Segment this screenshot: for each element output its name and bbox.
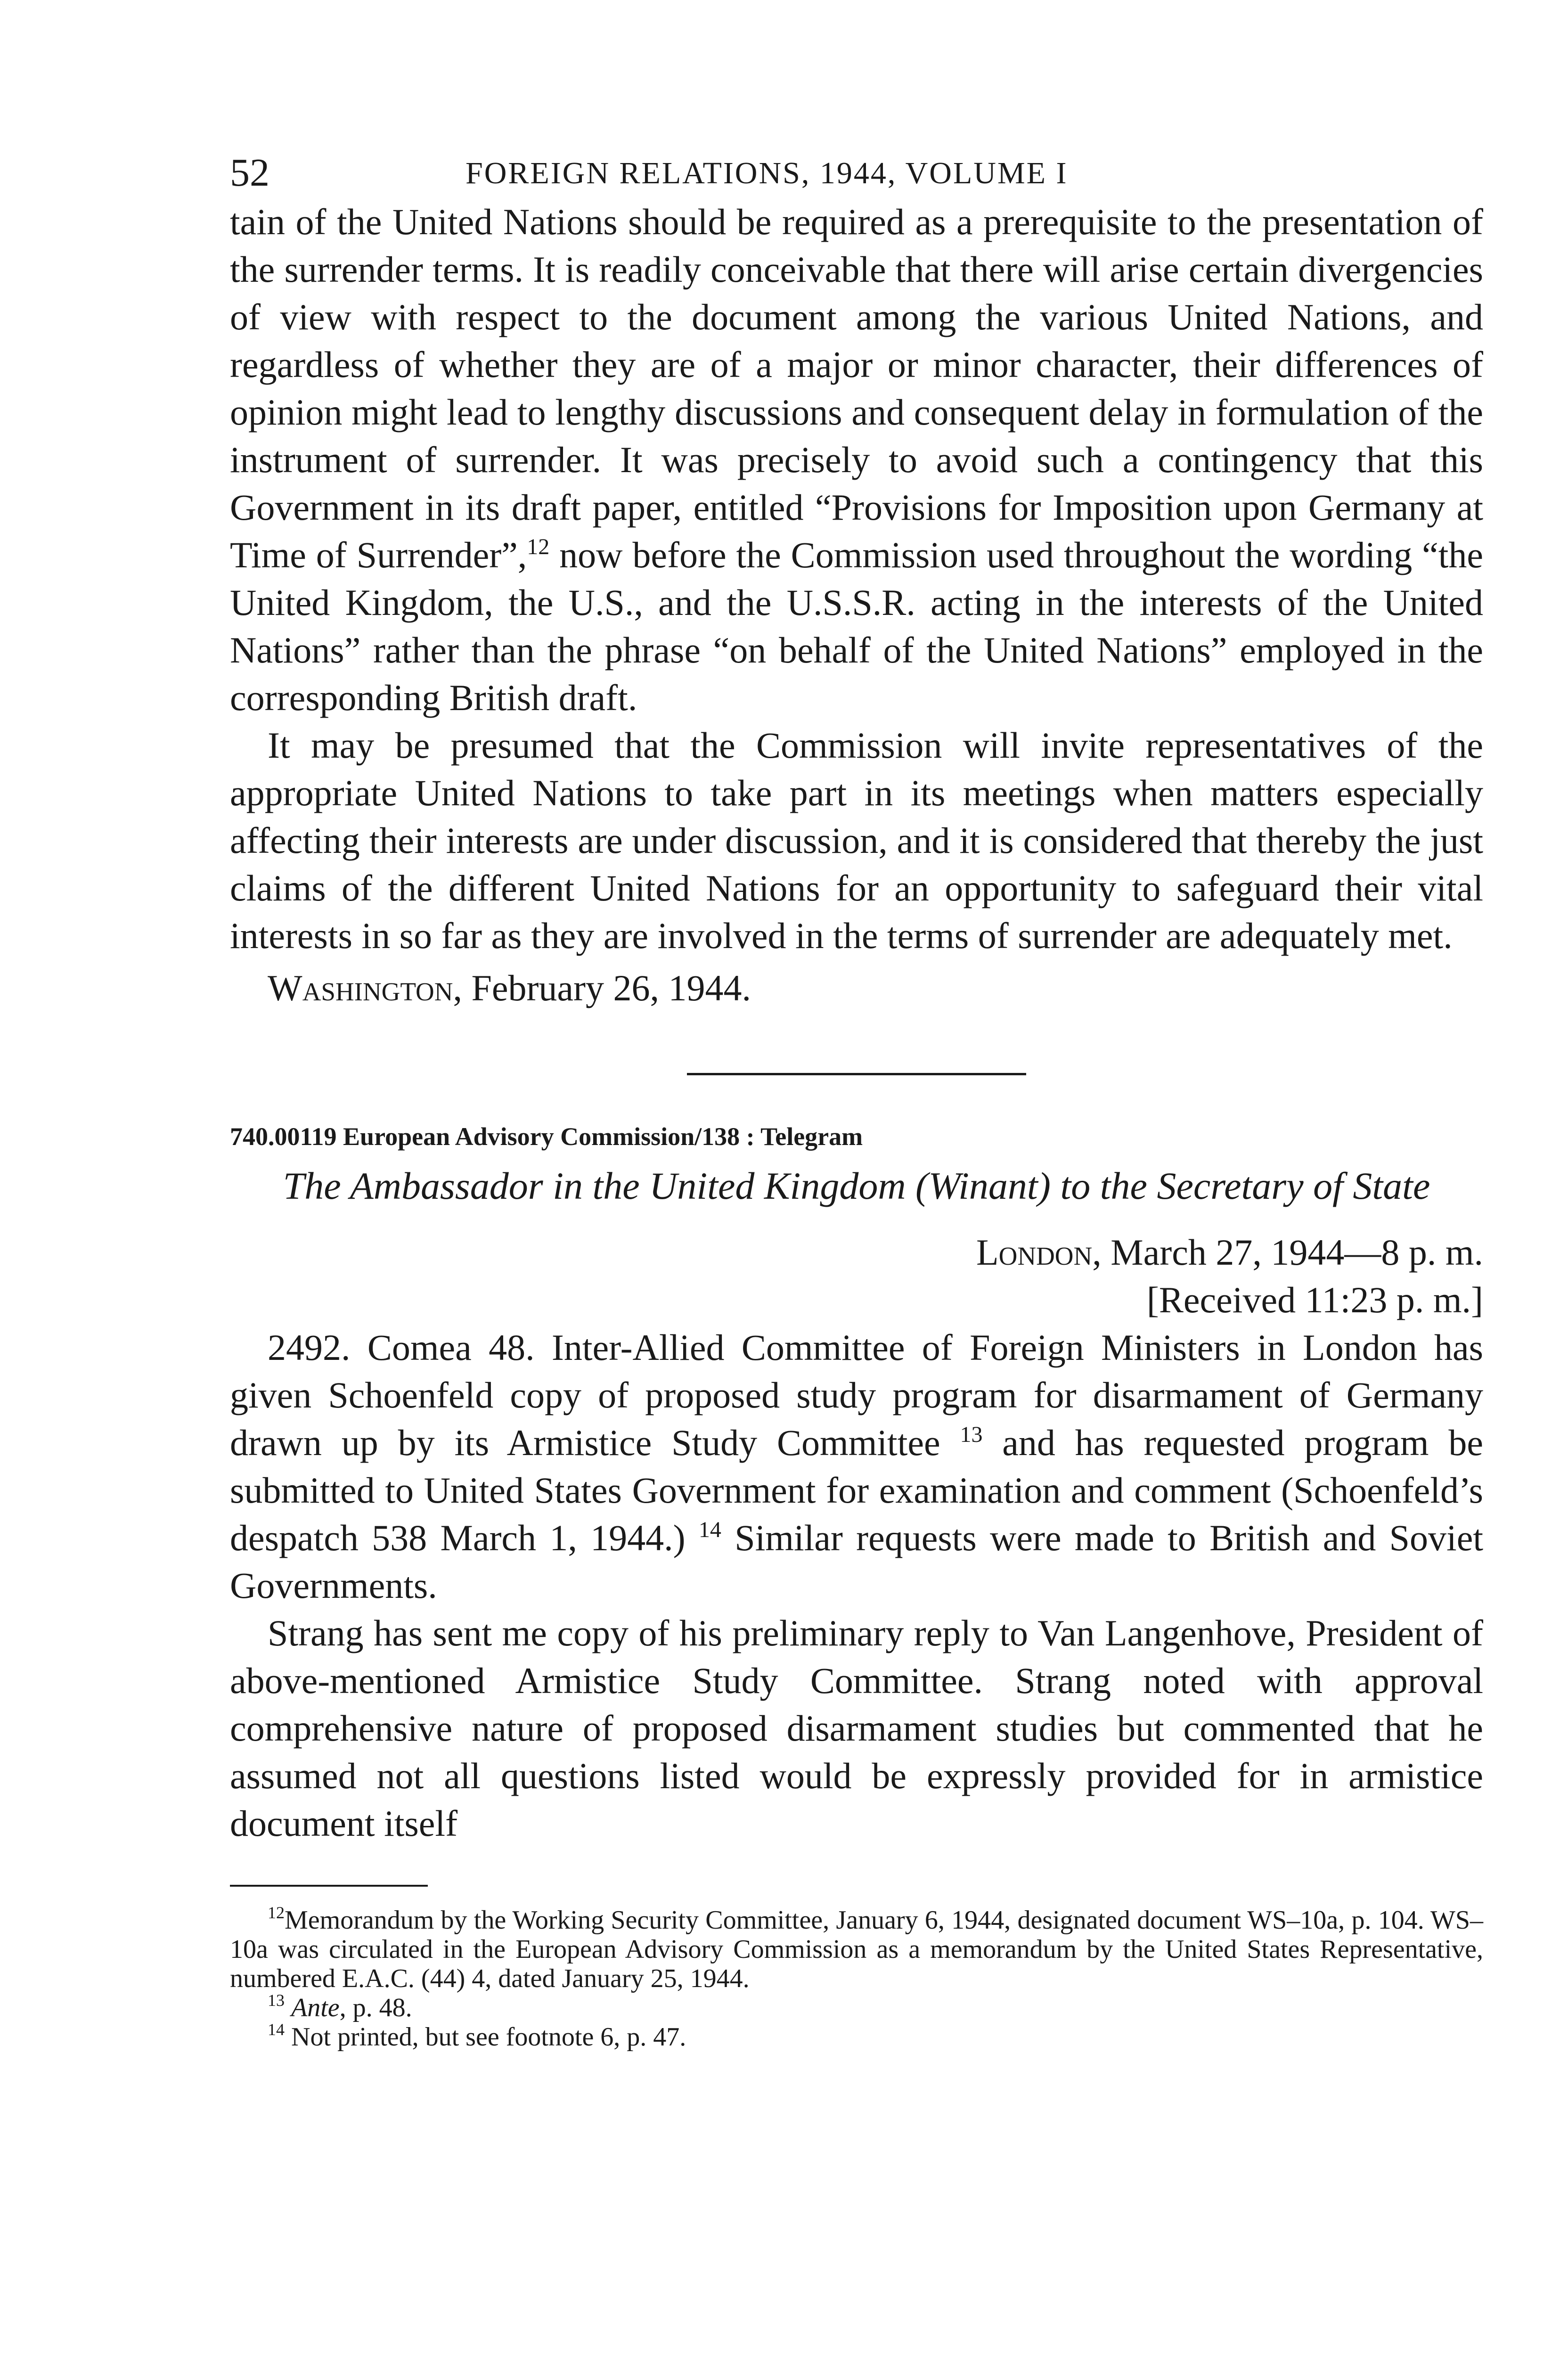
footnote-13-text: , p. 48. bbox=[339, 1993, 412, 2022]
telegram-paragraph-1-part-b: and has requested program be submitted to United States Government for examination and comment (Schoenfeld’s despatch 538 March 1, 1944.) bbox=[230, 1422, 1483, 1558]
footnote-14 bbox=[230, 2022, 1483, 2052]
running-head: FOREIGN RELATIONS, 1944, VOLUME I bbox=[466, 156, 1068, 190]
footnote-divider bbox=[230, 1885, 428, 1887]
footnote-13 bbox=[230, 1993, 1483, 2022]
telegram-paragraph-1 bbox=[230, 1324, 1483, 1609]
footnote-12-text: Memorandum by the Working Security Committee, January 6, 1944, designated document WS–10a, p. 104. WS–10a was circulated in the European Advisory Commission as a memorandum by the United States Representative, numbered E.A.C. (44) 4, dated January 25, 1944. bbox=[230, 1906, 1483, 1993]
page-content bbox=[230, 141, 1483, 2052]
document-title: The Ambassador in the United Kingdom (Winant) to the Secretary of State bbox=[283, 1164, 1430, 1207]
page-header bbox=[230, 141, 1483, 198]
memo-paragraph-1-text: tain of the United Nations should be required as a prerequisite to the presentation of the surrender terms. It is readily conceivable that there will arise certain divergencies of view with respect to the document among the various United Nations, and regardless of whether they are of a major or minor character, their differences of opinion might lead to lengthy discussions and consequent delay in formulation of the instrument of surrender. It was precisely to avoid such a contingency that this Government in its draft paper, entitled “Provisions for Imposition upon Germany at Time of Surrender”, bbox=[230, 201, 1483, 575]
telegram-paragraph-1-part-c: Similar requests were made to British and Soviet Governments. bbox=[230, 1517, 1483, 1606]
telegram-paragraph-1-part-a: 2492. Comea 48. Inter-Allied Committee of Foreign Ministers in London has given Schoenfeld copy of proposed study program for disarmament of Germany drawn up by its Armistice Study Committee bbox=[230, 1327, 1483, 1463]
signoff-place: Washington bbox=[268, 967, 453, 1008]
footnote-13-italic: Ante bbox=[291, 1993, 340, 2022]
page-number: 52 bbox=[230, 151, 270, 195]
memo-paragraph-1-continued: now before the Commission used throughout the wording “the United Kingdom, the U.S., and the U.S.S.R. acting in the interests of the United Nations” rather than the phrase “on behalf of the United Nations” employed in the corresponding British draft. bbox=[230, 534, 1483, 718]
footnote-14-number: 14 bbox=[268, 2020, 285, 2039]
footnote-13-number: 13 bbox=[268, 1991, 285, 2010]
footnote-12-number: 12 bbox=[268, 1903, 285, 1922]
file-reference: 740.00119 European Advisory Commission/138 : Telegram bbox=[230, 1122, 863, 1151]
telegram-paragraph-2: Strang has sent me copy of his preliminary reply to Van Langenhove, President of above-mentioned Armistice Study Committee. Strang noted with approval comprehensive nature of proposed disarmament studies but commented that he assumed not all questions listed would be expressly provided for in armistice document itself bbox=[230, 1612, 1483, 1844]
memo-paragraph-1 bbox=[230, 198, 1483, 721]
telegram-dateline bbox=[230, 1228, 1483, 1276]
dateline-time: , March 27, 1944—8 p. m. bbox=[1092, 1232, 1483, 1273]
memo-paragraph-2: It may be presumed that the Commission will invite representatives of the appropriate United Nations to take part in its meetings when matters especially affecting their interests are under discussion, and it is considered that thereby the just claims of the different United Nations for an opportunity to safeguard their vital interests in so far as they are involved in the terms of surrender are adequately met. bbox=[230, 725, 1483, 956]
memo-signoff bbox=[230, 964, 1483, 1012]
footnote-12 bbox=[230, 1903, 1483, 1993]
footnote-14-text: Not printed, but see footnote 6, p. 47. bbox=[291, 2022, 686, 2052]
footnote-ref-12: 12 bbox=[527, 534, 550, 559]
footnote-ref-14: 14 bbox=[698, 1517, 721, 1542]
received-note: [Received 11:23 p. m.] bbox=[1146, 1279, 1483, 1320]
section-divider bbox=[687, 1073, 1026, 1075]
signoff-date: , February 26, 1944. bbox=[453, 967, 751, 1008]
dateline-place: London bbox=[976, 1232, 1093, 1273]
footnote-ref-13: 13 bbox=[960, 1422, 983, 1447]
